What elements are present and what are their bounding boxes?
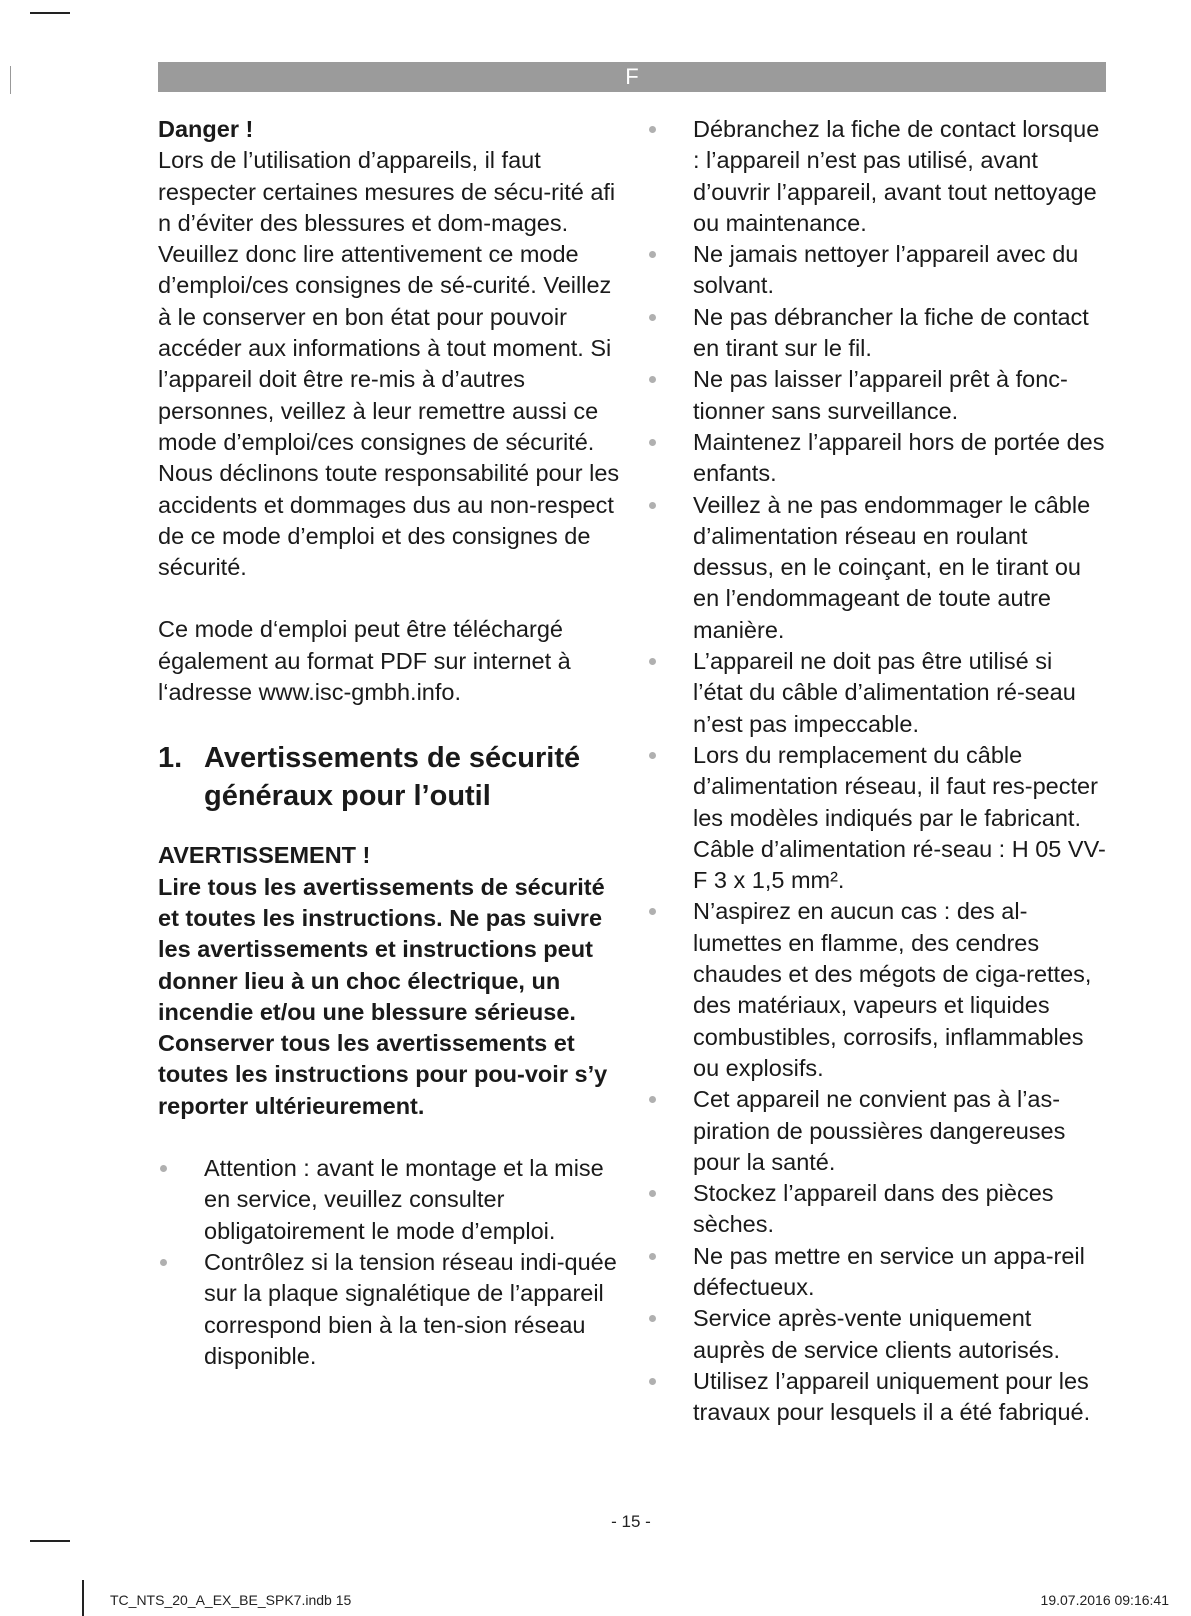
bullet-icon: [649, 1315, 656, 1322]
bullet-icon: [649, 752, 656, 759]
spacer: [158, 583, 620, 614]
bullet-icon: [160, 1165, 167, 1172]
pdf-note: Ce mode d‘emploi peut être téléchargé également au format PDF sur internet à l‘adresse www.isc-gmbh.info.: [158, 616, 571, 706]
bullet-icon: [649, 439, 656, 446]
list-item: N’aspirez en aucun cas : des al-lumettes en flamme, des cendres chaudes et des mégots de ciga-rettes, des matériaux, vapeurs et liquides combustibles, corrosifs, inflammables ou explosifs.: [647, 896, 1107, 1084]
list-item: Ne pas débrancher la fiche de contact en tirant sur le fil.: [647, 302, 1107, 365]
crop-mark-top: [30, 12, 70, 14]
right-column: [647, 114, 1107, 1428]
language-tab-label: F: [625, 64, 639, 89]
bullet-icon: [649, 126, 656, 133]
page-number: - 15 -: [611, 1512, 651, 1531]
bullet-icon: [160, 1259, 167, 1266]
list-item: Maintenez l’appareil hors de portée des enfants.: [647, 427, 1107, 490]
list-item: Lors du remplacement du câble d’alimentation réseau, il faut res-pecter les modèles indiqués par le fabricant. Câble d’alimentation ré-seau : H 05 VV-F 3 x 1,5 mm².: [647, 740, 1107, 896]
footer-timestamp: 19.07.2016 09:16:41: [1040, 1592, 1169, 1608]
bullet-icon: [649, 1253, 656, 1260]
left-column: [158, 114, 620, 1372]
bullet-icon: [649, 1190, 656, 1197]
crop-mark-bottom: [30, 1540, 70, 1542]
list-item: Contrôlez si la tension réseau indi-quée sur la plaque signalétique de l’appareil correspond bien à la ten-sion réseau disponible.: [158, 1247, 620, 1372]
right-bullet-list: [647, 114, 1107, 1428]
danger-text: Lors de l’utilisation d’appareils, il faut respecter certaines mesures de sécu-rité afi n d’éviter des blessures et dom-mages. Veuillez donc lire attentivement ce mode d’emploi/ces consignes de sé-curité. Veillez à le conserver en bon état pour pouvoir accéder aux informations à tout moment. Si l’appareil doit être re-mis à d’autres personnes, veillez à leur remettre aussi ce mode d’emploi/ces consignes de sécurité. Nous déclinons toute responsabilité pour les accidents et dommages dus au non-respect de ce mode d’emploi et des consignes de sécurité.: [158, 147, 620, 581]
danger-title: Danger !: [158, 116, 254, 142]
list-item: L’appareil ne doit pas être utilisé si l’état du câble d’alimentation ré-seau n’est pas impeccable.: [647, 646, 1107, 740]
list-item: Ne pas mettre en service un appa-reil défectueux.: [647, 1241, 1107, 1304]
spacer: [158, 708, 620, 739]
list-item: Service après-vente uniquement auprès de service clients autorisés.: [647, 1303, 1107, 1366]
bullet-icon: [649, 1096, 656, 1103]
language-tab-bar: [158, 62, 1106, 92]
list-item: Ne pas laisser l’appareil prêt à fonc-tionner sans surveillance.: [647, 364, 1107, 427]
left-bullet-list: [158, 1153, 620, 1372]
list-item: Ne jamais nettoyer l’appareil avec du solvant.: [647, 239, 1107, 302]
list-item: Cet appareil ne convient pas à l’as-piration de poussières dangereuses pour la santé.: [647, 1084, 1107, 1178]
bullet-icon: [649, 502, 656, 509]
bullet-icon: [649, 251, 656, 258]
warning-title: AVERTISSEMENT !: [158, 842, 371, 869]
list-item: Débranchez la fiche de contact lorsque : l’appareil n’est pas utilisé, avant d’ouvrir l’appareil, avant tout nettoyage ou maintenance.: [647, 114, 1107, 239]
list-item: Utilisez l’appareil uniquement pour les travaux pour lesquels il a été fabriqué.: [647, 1366, 1107, 1429]
spacer: [158, 815, 620, 840]
warning-text-1: Lire tous les avertissements de sécurité et toutes les instructions. Ne pas suivre les avertissements et instructions peut donner lieu à un choc électrique, un incendie et/ou une blessure sérieuse.: [158, 873, 605, 1025]
list-item: Veillez à ne pas endommager le câble d’alimentation réseau en roulant dessus, en le coinçant, en le tirant ou en l’endommageant de toute autre manière.: [647, 490, 1107, 646]
footer-file-name: TC_NTS_20_A_EX_BE_SPK7.indb 15: [110, 1592, 352, 1608]
crop-mark-vertical: [82, 1580, 84, 1616]
section-title: Avertissements de sécurité généraux pour l’outil: [204, 742, 581, 813]
spacer: [158, 1122, 620, 1153]
bullet-icon: [649, 908, 656, 915]
section-heading: [158, 739, 620, 815]
warning-text-2: Conserver tous les avertissements et toutes les instructions pour pou-voir s’y reporter ultérieurement.: [158, 1030, 608, 1119]
bullet-icon: [649, 376, 656, 383]
bullet-icon: [649, 1378, 656, 1385]
crop-mark-left: [10, 66, 11, 94]
bullet-icon: [649, 314, 656, 321]
list-item: Stockez l’appareil dans des pièces sèches.: [647, 1178, 1107, 1241]
section-number: 1.: [158, 742, 183, 775]
list-item: Attention : avant le montage et la mise en service, veuillez consulter obligatoirement le mode d’emploi.: [158, 1153, 620, 1247]
bullet-icon: [649, 658, 656, 665]
